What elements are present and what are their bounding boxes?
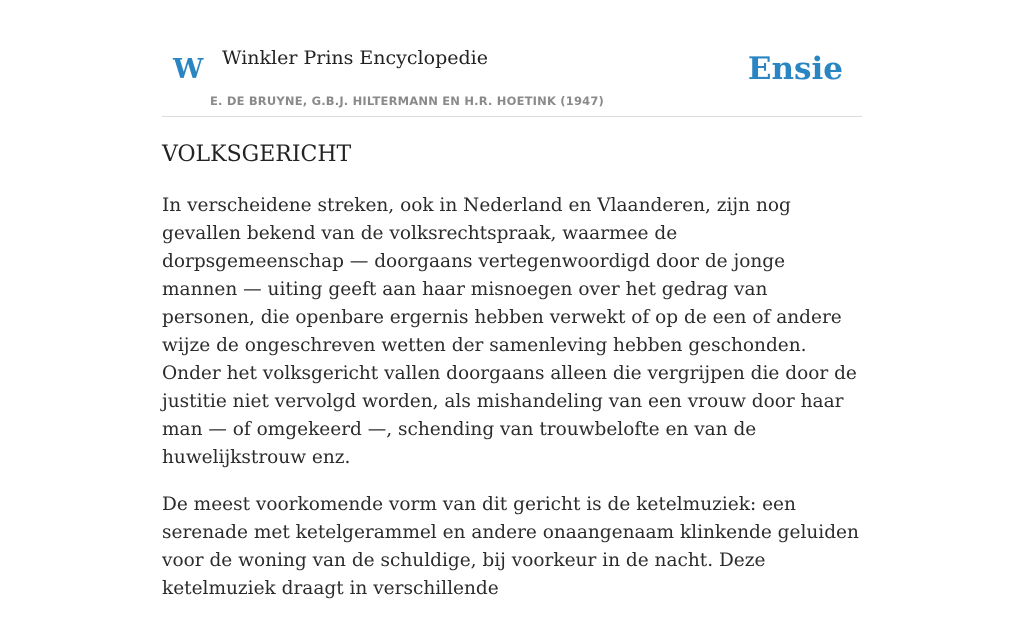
book-authors: E. DE BRUYNE, G.B.J. HILTERMANN EN H.R. HOETINK (1947) bbox=[210, 94, 605, 108]
entry-title: VOLKSGERICHT bbox=[162, 142, 352, 167]
book-title[interactable]: Winkler Prins Encyclopedie bbox=[222, 47, 488, 69]
winkler-prins-logo[interactable]: W bbox=[173, 54, 204, 85]
entry-paragraph-2: De meest voorkomende vorm van dit gericht is de ketelmuziek: een serenade met ketelgerammel en andere onaangenaam klinkende geluiden voor de woning van de schuldige, bij voorkeur in de nacht. Deze ketelmuziek draagt in verschillende bbox=[162, 494, 859, 599]
entry-paragraph-1: In verscheidene streken, ook in Nederland en Vlaanderen, zijn nog gevallen bekend van de volksrechtspraak, waarmee de dorpsgemeenschap — doorgaans vertegenwoordigd door de jonge mannen — uiting geeft aan haar misnoegen over het gedrag van personen, die openbare ergernis hebben verwekt of op de een of andere wijze de ongeschreven wetten der samenleving hebben geschonden. Onder het volksgericht vallen doorgaans alleen die vergrijpen die door de justitie niet vervolgd worden, als mishandeling van een vrouw door haar man — of omgekeerd —, schending van trouwbelofte en van de huwelijkstrouw enz. bbox=[162, 195, 857, 468]
ensie-logo[interactable]: Ensie bbox=[747, 51, 843, 87]
entry-body bbox=[162, 192, 862, 622]
header bbox=[162, 0, 862, 117]
